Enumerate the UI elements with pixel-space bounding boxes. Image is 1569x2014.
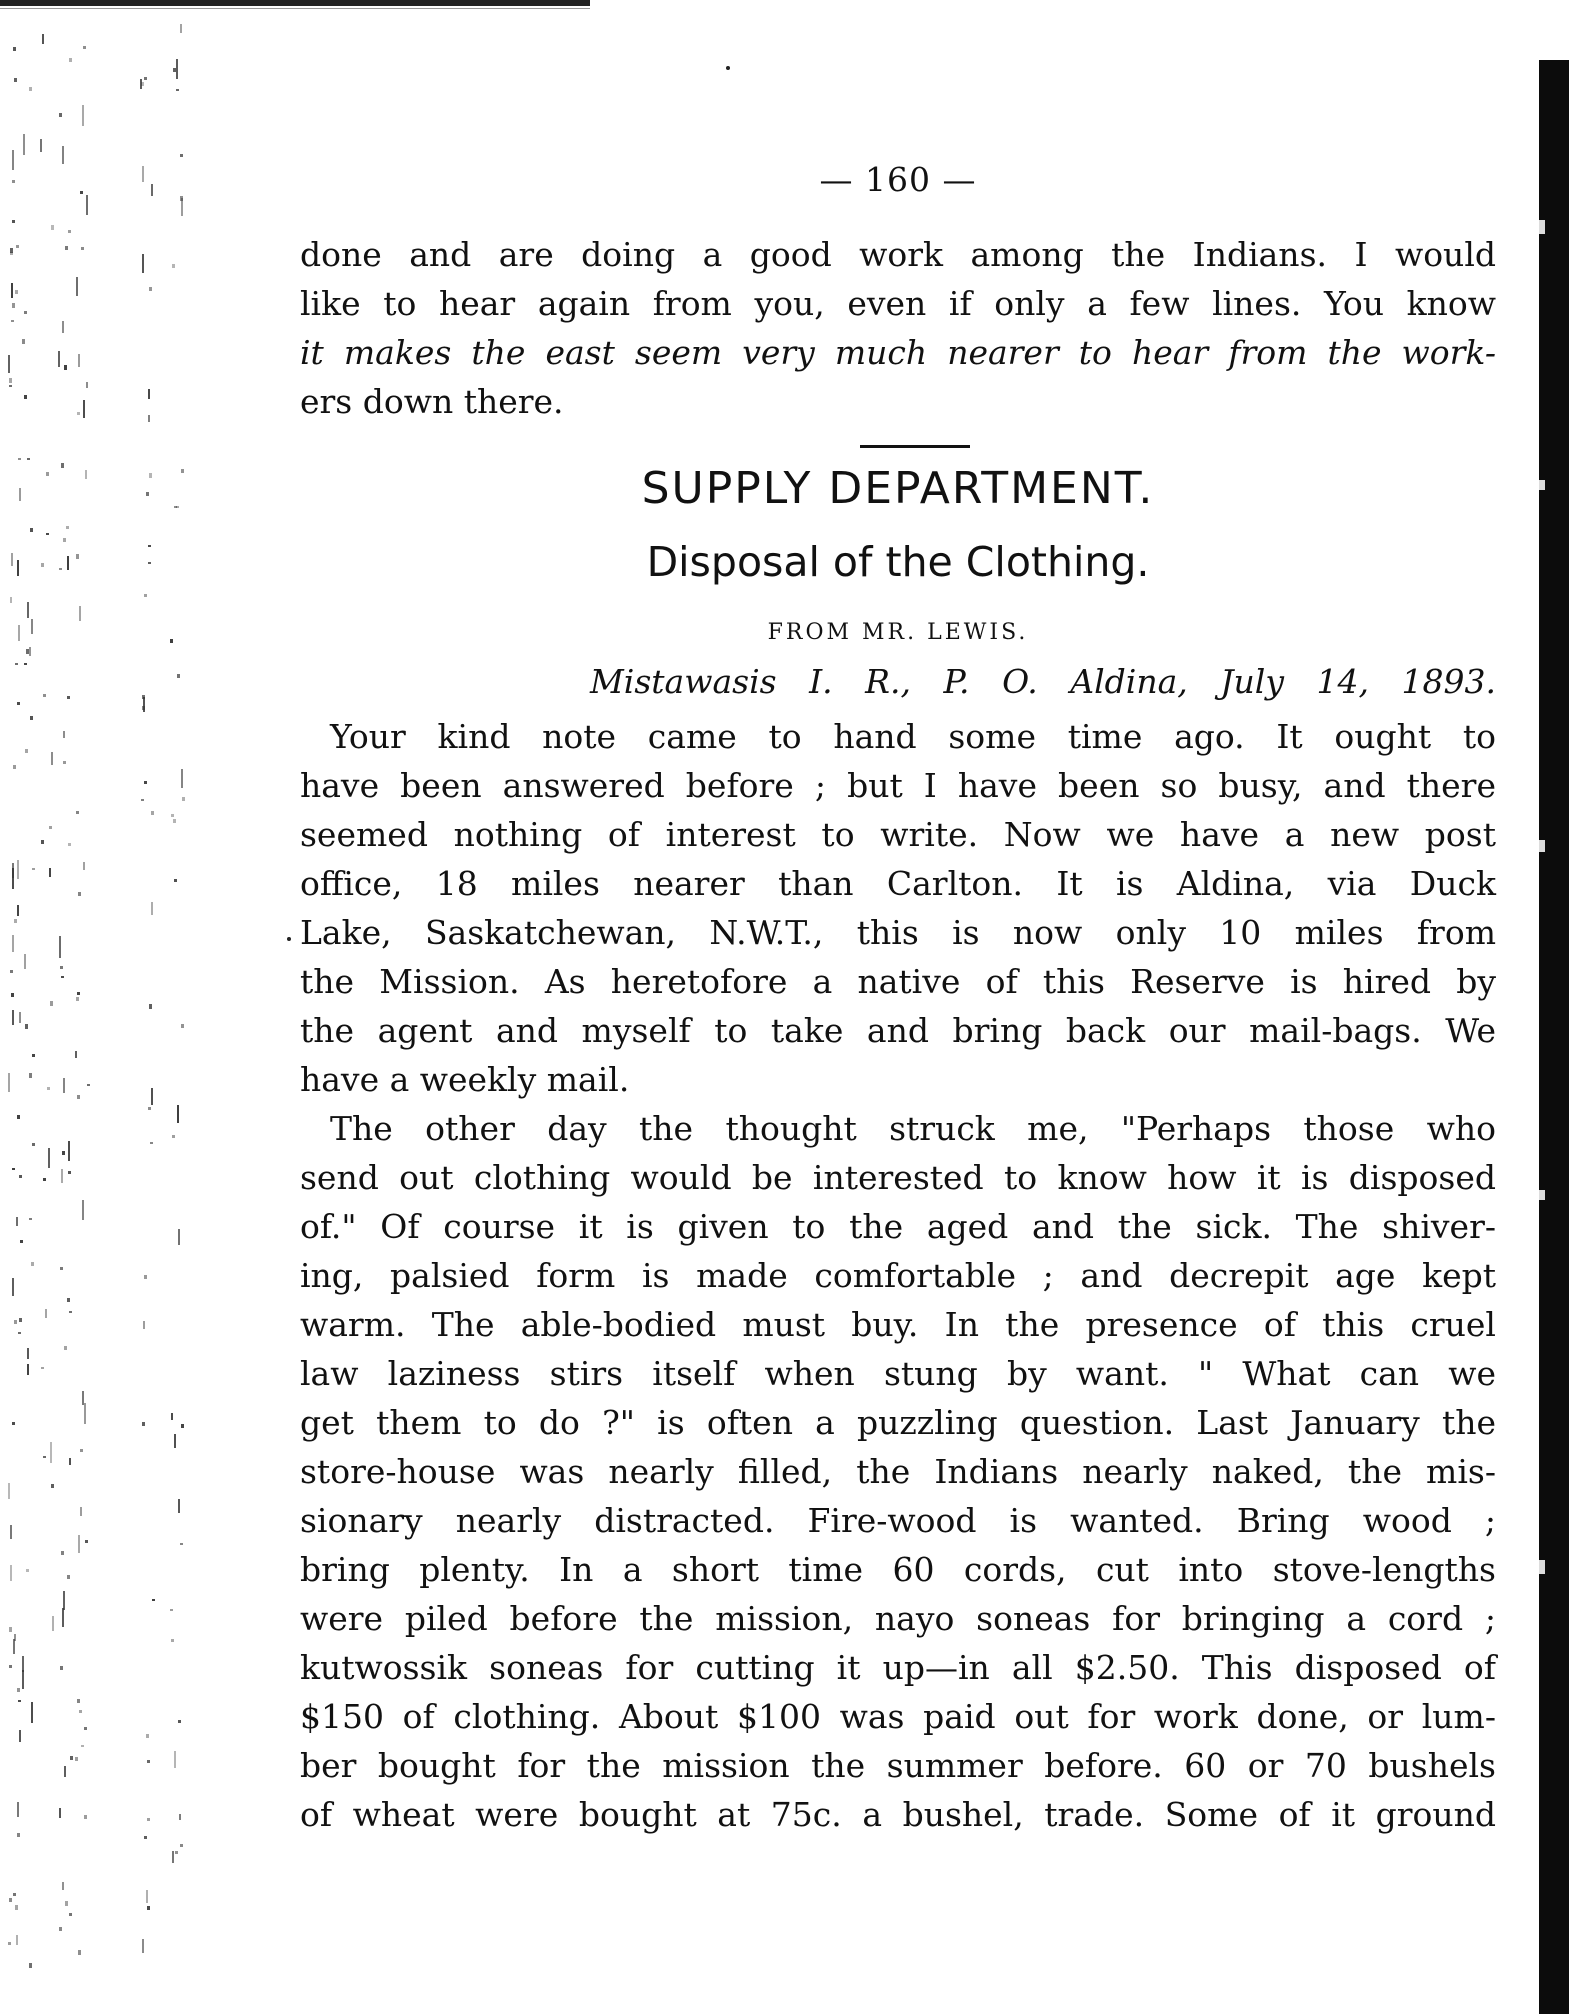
scan-left-margin-noise — [0, 20, 200, 2010]
scan-right-binding-shadow — [1539, 60, 1569, 2014]
para2-line: $150 of clothing. About $100 was paid out for work done, or lum- — [300, 1697, 1496, 1736]
section-divider — [860, 445, 970, 448]
para2-line: of." Of course it is given to the aged and the sick. The shiver- — [300, 1207, 1496, 1246]
section-subheading: Disposal of the Clothing. — [646, 538, 1150, 586]
para2-line: of wheat were bought at 75c. a bushel, trade. Some of it ground — [300, 1795, 1496, 1834]
intro-line-4: ers down there. — [300, 382, 564, 421]
para2-line: send out clothing would be interested to know how it is disposed — [300, 1158, 1496, 1197]
para1-line: have a weekly mail. — [300, 1060, 630, 1099]
para2-line: bring plenty. In a short time 60 cords, cut into stove-lengths — [300, 1550, 1496, 1589]
para1-line: the Mission. As heretofore a native of this Reserve is hired by — [300, 962, 1496, 1001]
scan-top-border-thin — [0, 8, 590, 9]
section-heading: SUPPLY DEPARTMENT. — [641, 463, 1155, 514]
dateline: Mistawasis I. R., P. O. Aldina, July 14, 1893. — [590, 662, 1496, 701]
para1-line: Your kind note came to hand some time ago. It ought to — [330, 717, 1496, 756]
para2-line: sionary nearly distracted. Fire-wood is wanted. Bring wood ; — [300, 1501, 1496, 1540]
intro-line-2: like to hear again from you, even if only a few lines. You know — [300, 284, 1496, 323]
para2-line: ber bought for the mission the summer before. 60 or 70 bushels — [300, 1746, 1496, 1785]
para1-line: the agent and myself to take and bring back our mail-bags. We — [300, 1011, 1496, 1050]
scan-speck — [726, 66, 730, 70]
byline: FROM MR. LEWIS. — [767, 620, 1029, 645]
para2-line: were piled before the mission, nayo soneas for bringing a cord ; — [300, 1599, 1496, 1638]
page-number: — 160 — — [819, 160, 977, 199]
para2-line: law laziness stirs itself when stung by want. " What can we — [300, 1354, 1496, 1393]
para1-line: Lake, Saskatchewan, N.W.T., this is now only 10 miles from — [300, 913, 1496, 952]
para2-line: warm. The able-bodied must buy. In the presence of this cruel — [300, 1305, 1496, 1344]
para2-line: The other day the thought struck me, "Perhaps those who — [330, 1109, 1496, 1148]
scan-top-border — [0, 0, 590, 6]
para1-line: office, 18 miles nearer than Carlton. It is Aldina, via Duck — [300, 864, 1496, 903]
para2-line: store-house was nearly filled, the Indians nearly naked, the mis- — [300, 1452, 1496, 1491]
scan-speck — [287, 937, 291, 941]
intro-line-3: it makes the east seem very much nearer to hear from the work- — [300, 333, 1496, 372]
para1-line: have been answered before ; but I have been so busy, and there — [300, 766, 1496, 805]
para2-line: ing, palsied form is made comfortable ; and decrepit age kept — [300, 1256, 1496, 1295]
para2-line: kutwossik soneas for cutting it up—in all $2.50. This disposed of — [300, 1648, 1496, 1687]
para2-line: get them to do ?" is often a puzzling question. Last January the — [300, 1403, 1496, 1442]
intro-line-1: done and are doing a good work among the Indians. I would — [300, 235, 1496, 274]
para1-line: seemed nothing of interest to write. Now we have a new post — [300, 815, 1496, 854]
